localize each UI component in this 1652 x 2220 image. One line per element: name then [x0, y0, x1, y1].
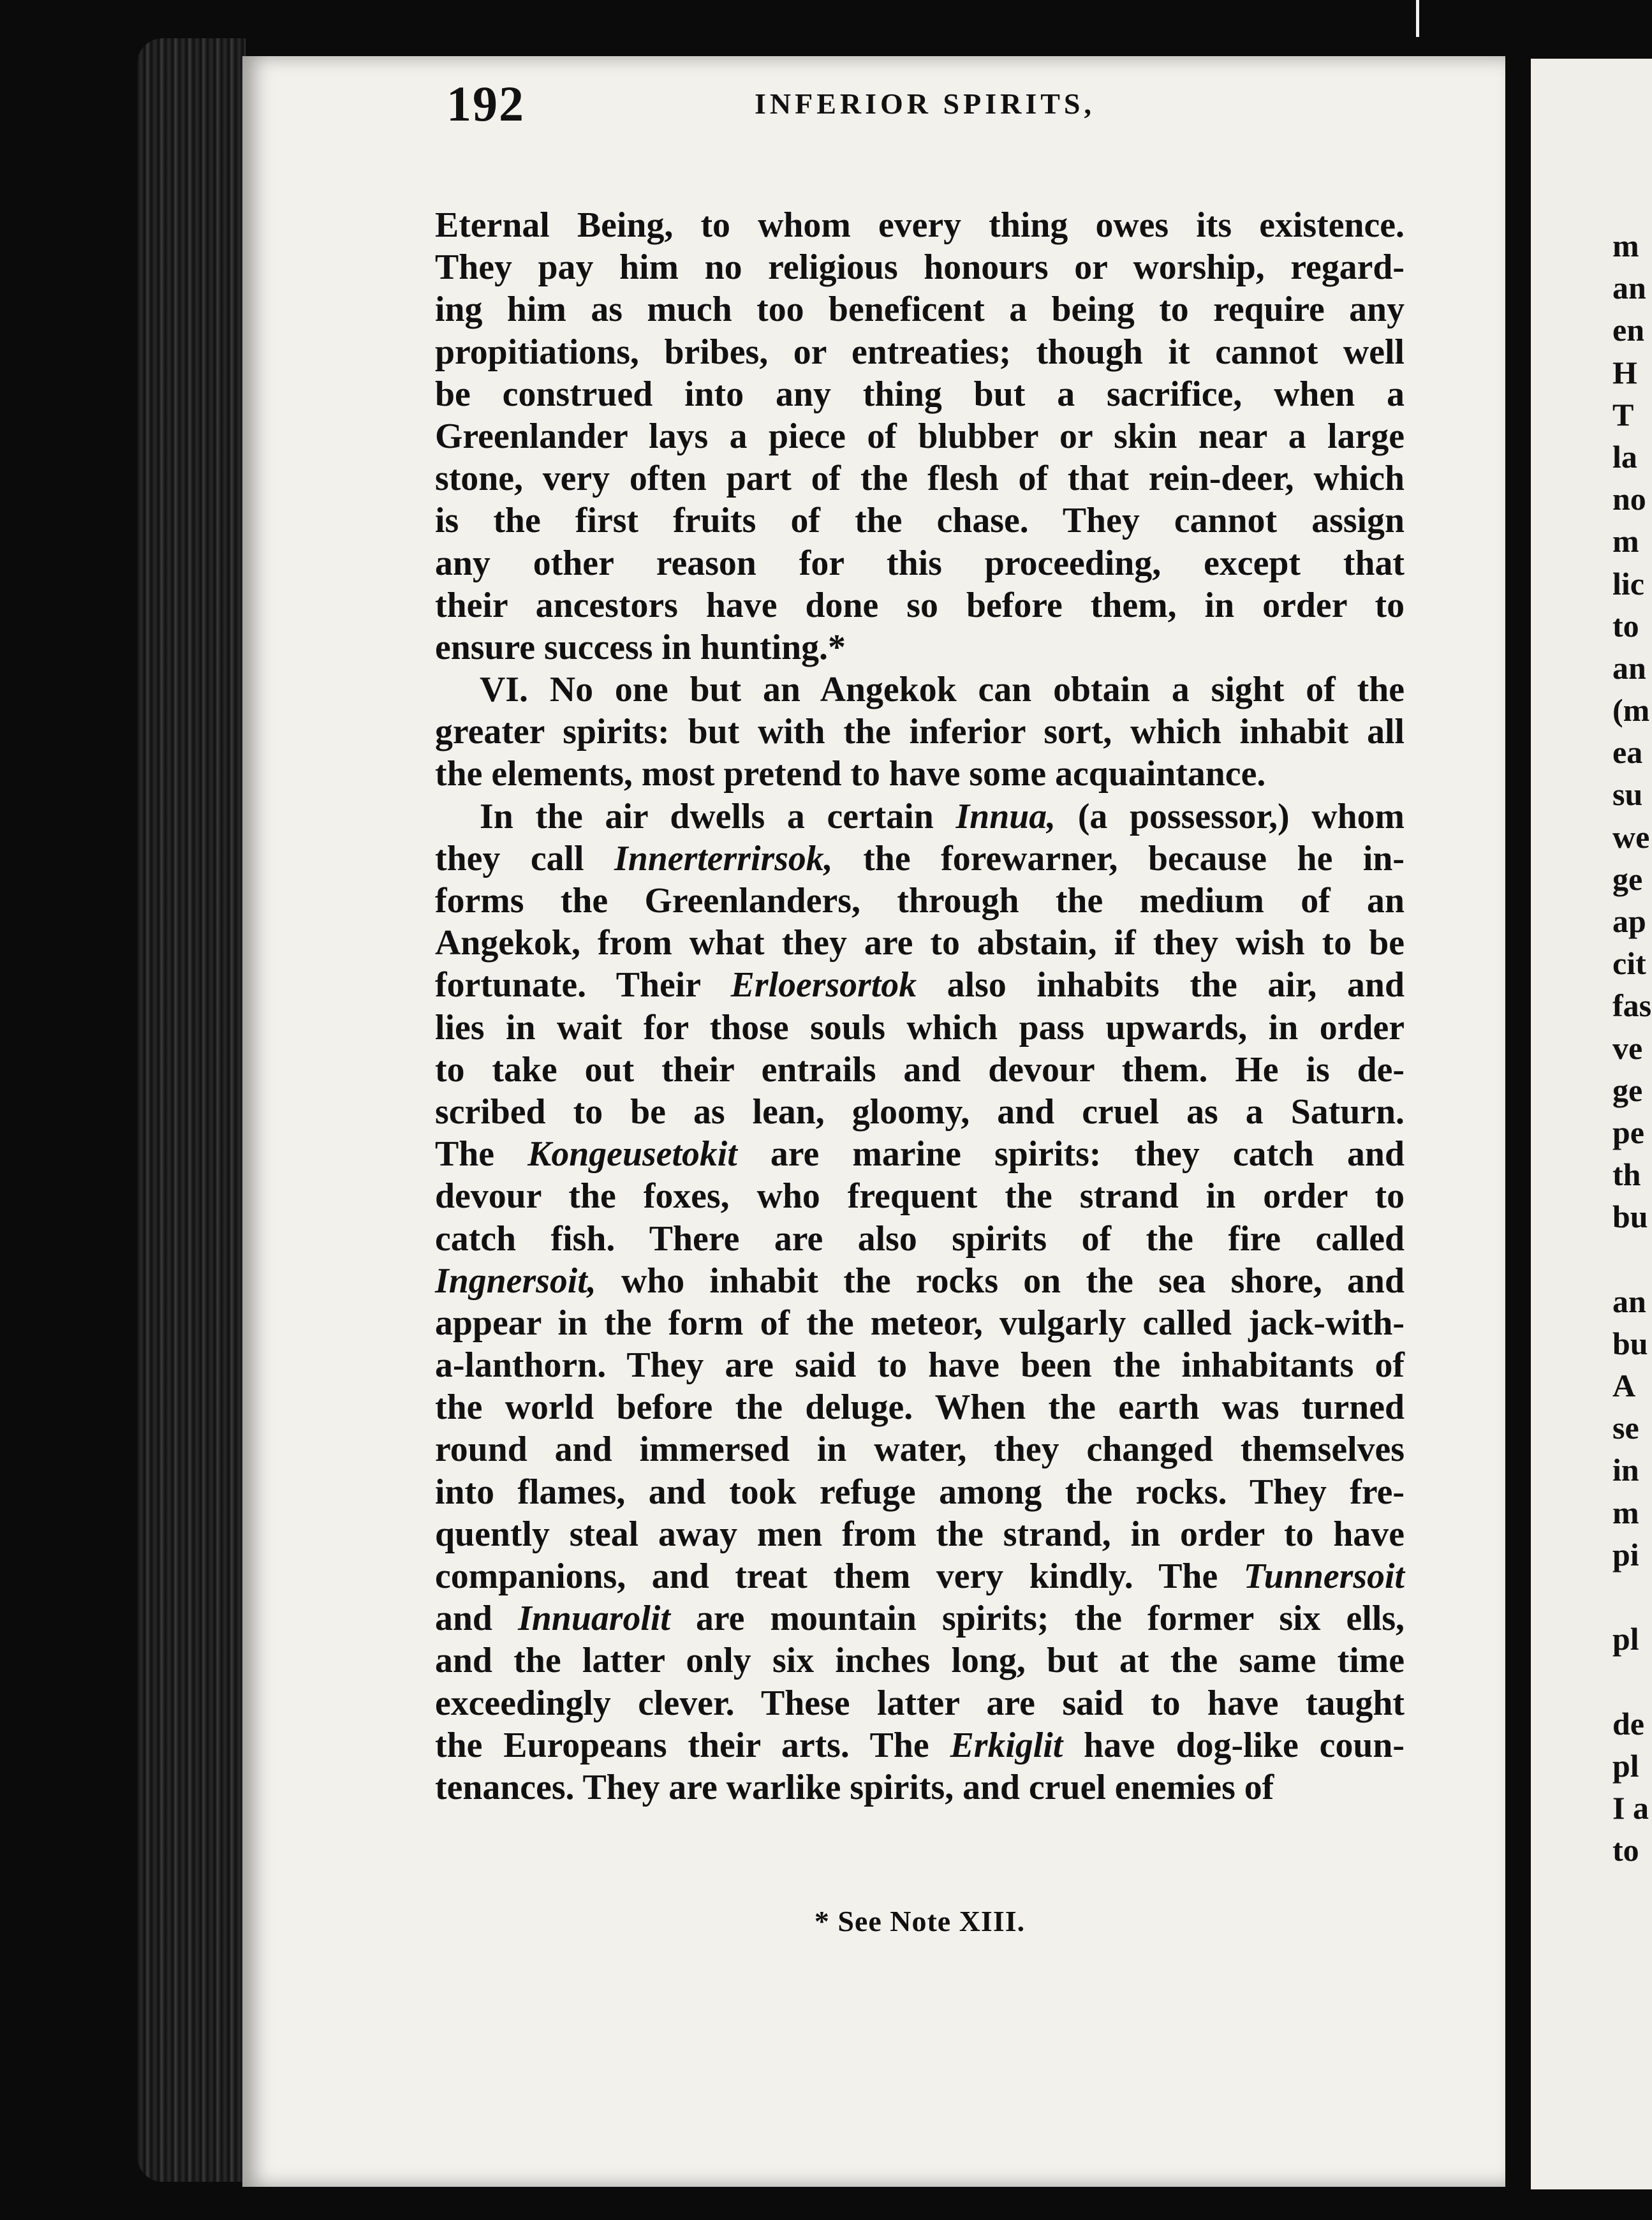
page-gutter — [1505, 56, 1531, 2187]
text-line: the world before the deluge. When the earth was turned — [435, 1388, 1405, 1428]
body-text — [435, 204, 1405, 1809]
book-fore-edge — [137, 38, 246, 2182]
text-line: exceedingly clever. These latter are said to have taught — [435, 1683, 1405, 1723]
facing-line: we — [1612, 818, 1650, 855]
facing-line: A — [1612, 1368, 1636, 1404]
facing-line: th — [1612, 1157, 1641, 1193]
facing-line: en — [1612, 312, 1644, 348]
facing-line: lic — [1612, 565, 1644, 602]
text-line: scribed to be as lean, gloomy, and cruel as a Saturn. — [435, 1092, 1405, 1132]
text-line: a-lanthorn. They are said to have been the inhabitants of — [435, 1345, 1405, 1386]
text-line: Eternal Being, to whom every thing owes its existence. — [435, 205, 1405, 245]
facing-line: fas — [1612, 988, 1652, 1024]
facing-line: pl — [1612, 1621, 1639, 1657]
facing-line: cit — [1612, 945, 1646, 982]
facing-line — [1612, 1660, 1651, 1702]
facing-line: m — [1612, 228, 1639, 263]
text-line: Greenlander lays a piece of blubber or skin near a large — [435, 416, 1405, 456]
facing-line: an — [1612, 270, 1646, 306]
text-line: They pay him no religious honours or worship, regard- — [435, 248, 1405, 288]
facing-line: pe — [1612, 1114, 1644, 1150]
text-line: into flames, and took refuge among the rocks. They fre- — [435, 1472, 1405, 1512]
facing-line: ea — [1612, 734, 1643, 771]
facing-line: ve — [1612, 1030, 1643, 1066]
text-line: be construed into any thing but a sacrifice, when a — [435, 374, 1405, 414]
text-line: Angekok, from what they are to abstain, if they wish to be — [435, 923, 1405, 963]
facing-line: T — [1612, 396, 1634, 433]
facing-line — [1612, 1576, 1651, 1618]
facing-line: de — [1612, 1705, 1644, 1742]
facing-line: H — [1612, 354, 1637, 390]
text-line: propitiations, bribes, or entreaties; though it cannot well — [435, 332, 1405, 372]
facing-line: no — [1612, 481, 1646, 517]
facing-line: to — [1612, 607, 1639, 644]
facing-line: I a — [1612, 1789, 1649, 1826]
facing-line: m — [1612, 523, 1639, 559]
text-line: any other reason for this proceeding, except that — [435, 543, 1405, 583]
text-line: companions, and treat them very kindly. The Tunnersoit — [435, 1557, 1405, 1596]
text-line: ensure success in hunting.* — [435, 627, 846, 667]
facing-line: se — [1612, 1410, 1639, 1446]
text-line: greater spirits: but with the inferior sort, which inhabit all — [435, 712, 1405, 752]
footnote: * See Note XIII. — [814, 1905, 1026, 1937]
facing-line: su — [1612, 776, 1643, 813]
facing-line: la — [1612, 438, 1637, 475]
facing-line: an — [1612, 1283, 1646, 1319]
text-line: VI. No one but an Angekok can obtain a sight of the — [480, 670, 1405, 710]
text-line: is the first fruits of the chase. They cannot assign — [435, 501, 1405, 541]
text-line: In the air dwells a certain Innua, (a possessor,) whom — [480, 796, 1405, 836]
facing-line: bu — [1612, 1199, 1648, 1235]
text-line: to take out their entrails and devour them. He is de- — [435, 1049, 1405, 1090]
facing-line — [1612, 1238, 1651, 1280]
text-line: lies in wait for those souls which pass upwards, in order — [435, 1007, 1405, 1047]
facing-line: ap — [1612, 903, 1646, 939]
text-line: tenances. They are warlike spirits, and cruel enemies of — [435, 1767, 1274, 1807]
text-line: ing him as much too beneficent a being to require any — [435, 290, 1405, 330]
facing-line: m — [1612, 1494, 1639, 1530]
page-number: 192 — [446, 76, 525, 131]
facing-line: in — [1612, 1452, 1639, 1488]
text-line: devour the foxes, who frequent the strand in order to — [435, 1176, 1405, 1217]
facing-line: pl — [1612, 1747, 1639, 1784]
text-line: the Europeans their arts. The Erkiglit have dog-like coun- — [435, 1725, 1405, 1765]
text-line: Ingnersoit, who inhabit the rocks on the sea shore, and — [435, 1261, 1405, 1301]
facing-line: ge — [1612, 861, 1643, 897]
text-line: and Innuarolit are mountain spirits; the former six ells, — [435, 1599, 1405, 1639]
text-line: The Kongeusetokit are marine spirits: they catch and — [435, 1134, 1405, 1174]
page-header — [446, 75, 1403, 139]
text-line: fortunate. Their Erloersortok also inhabits the air, and — [435, 965, 1405, 1005]
text-line: and the latter only six inches long, but at the same time — [435, 1641, 1405, 1681]
facing-page-text — [1612, 225, 1651, 1871]
facing-line: bu — [1612, 1325, 1648, 1361]
text-line: stone, very often part of the flesh of that rein-deer, which — [435, 459, 1405, 499]
edge-mark — [1416, 0, 1419, 37]
text-line: round and immersed in water, they changed themselves — [435, 1430, 1405, 1470]
text-line: forms the Greenlanders, through the medium of an — [435, 881, 1405, 921]
facing-line: an — [1612, 649, 1646, 686]
running-head: INFERIOR SPIRITS, — [755, 87, 1095, 120]
facing-line: ge — [1612, 1072, 1643, 1108]
text-line: they call Innerterrirsok, the forewarner, because he in- — [435, 838, 1405, 878]
facing-line: (m — [1612, 692, 1650, 729]
facing-line: to — [1612, 1832, 1639, 1869]
text-line: appear in the form of the meteor, vulgarly called jack-with- — [435, 1303, 1405, 1343]
facing-line: pi — [1612, 1536, 1639, 1573]
text-line: the elements, most pretend to have some acquaintance. — [435, 754, 1266, 794]
text-line: their ancestors have done so before them, in order to — [435, 585, 1405, 625]
text-line: catch fish. There are also spirits of the fire called — [435, 1218, 1405, 1259]
text-line: quently steal away men from the strand, in order to have — [435, 1514, 1405, 1554]
